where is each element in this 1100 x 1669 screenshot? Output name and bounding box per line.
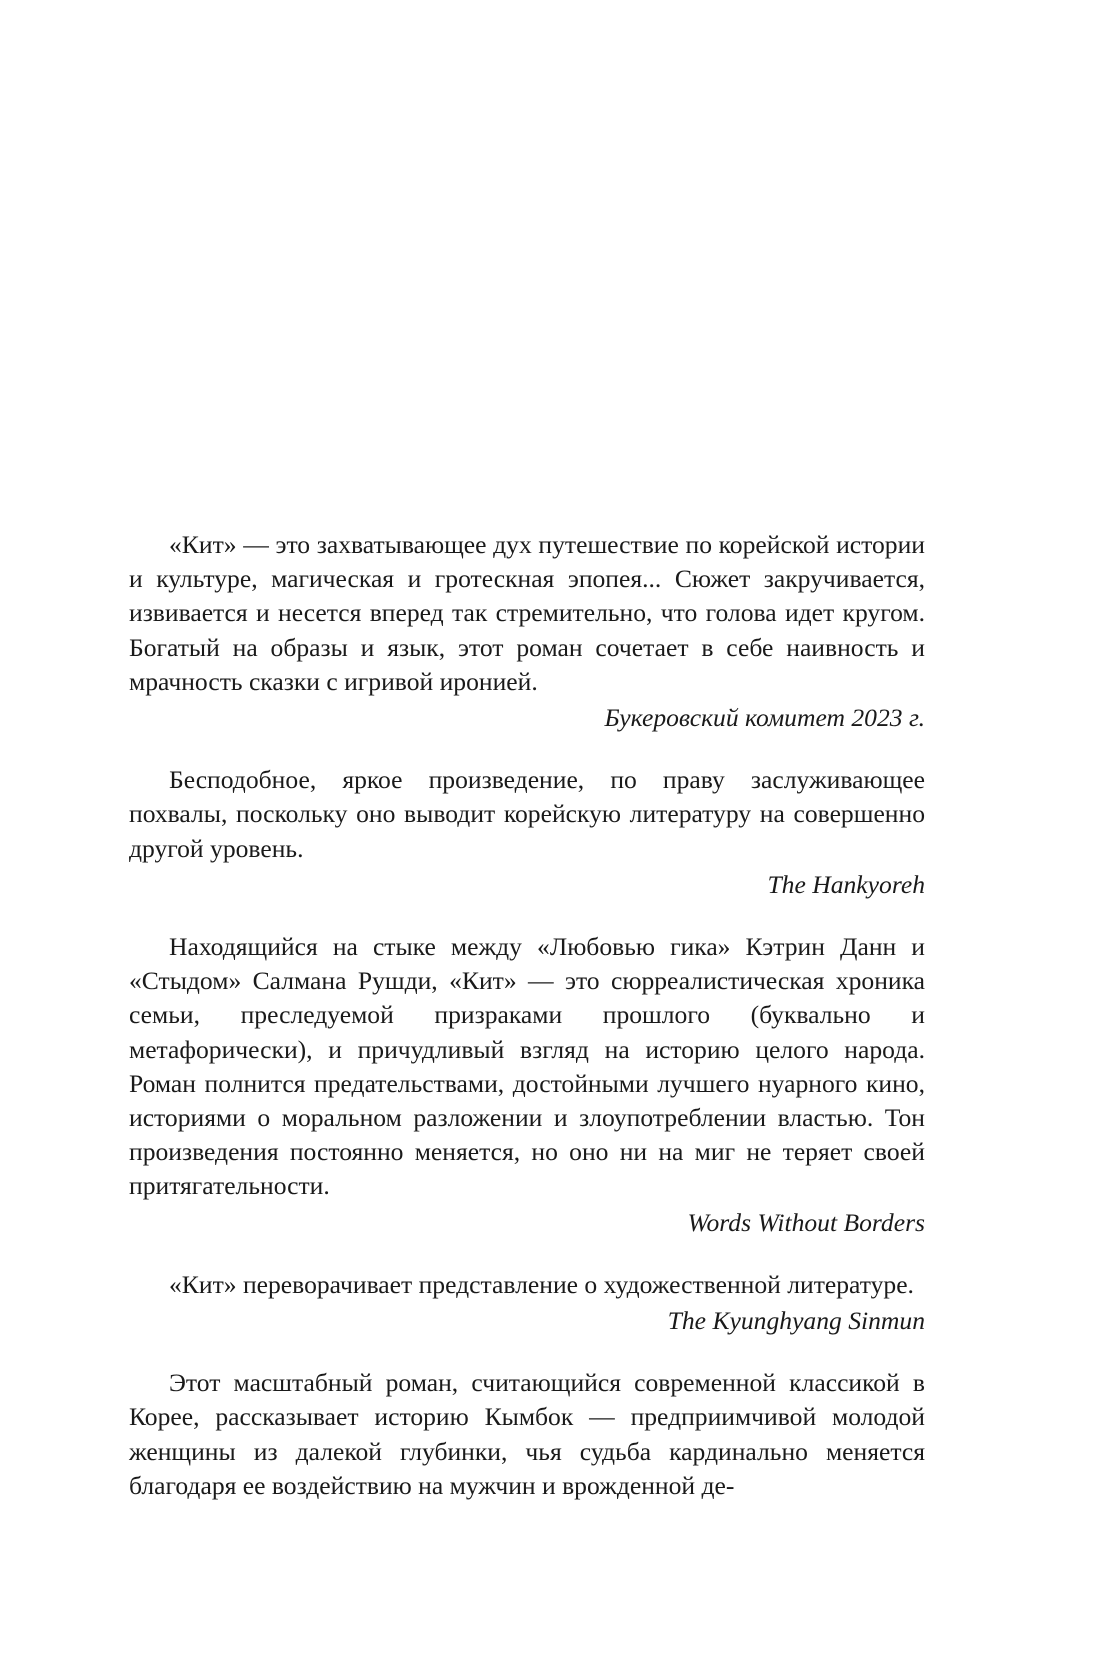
review-hankyoreh [129,763,925,902]
review-booker [129,528,925,735]
review-source: Words Without Borders [687,1207,925,1237]
review-text: Бесподобное, яркое произведение, по праву заслуживающее похвалы, поскольку оно выводит корейскую литературу на совершенно другой уровень. [129,765,925,863]
review-text: Находящийся на стыке между «Любовью гика» Кэтрин Данн и «Стыдом» Салмана Рушди, «Кит» — это сюрреалистическая хроника семьи, преследуемой призраками прошлого (буквально и метафорически), и причудливый взгляд на историю целого народа. Роман полнится предательствами, достойными лучшего нуарного кино, историями о моральном разложении и злоупотреблении властью. Тон произведения постоянно меняется, но оно ни на миг не теряет своей притягательности. [129,932,925,1201]
review-words-without-borders [129,930,925,1240]
review-continued [129,1366,925,1503]
review-page [129,528,925,1531]
review-source: The Kyunghyang Sinmun [667,1306,925,1336]
review-text: Этот масштабный роман, считающийся современной классикой в Корее, рассказывает историю Кымбок — предприимчивой молодой женщины из далекой глубинки, чья судьба кардинально меняется благодаря ее воздействию на мужчин и врожденной де- [129,1368,925,1500]
review-text: «Кит» переворачивает представление о художественной литературе. [169,1269,914,1299]
review-source: Букеровский комитет 2023 г. [604,703,925,733]
review-source: The Hankyoreh [767,869,925,899]
review-text: «Кит» — это захватывающее дух путешествие по корейской истории и культуре, магическая и гротескная эпопея... Сюжет закручивается, извивается и несется вперед так стремительно, что голова идет кругом. Богатый на образы и язык, этот роман сочетает в себе наивность и мрачность сказки с игривой иронией. [129,530,925,696]
review-kyunghyang [129,1268,925,1338]
